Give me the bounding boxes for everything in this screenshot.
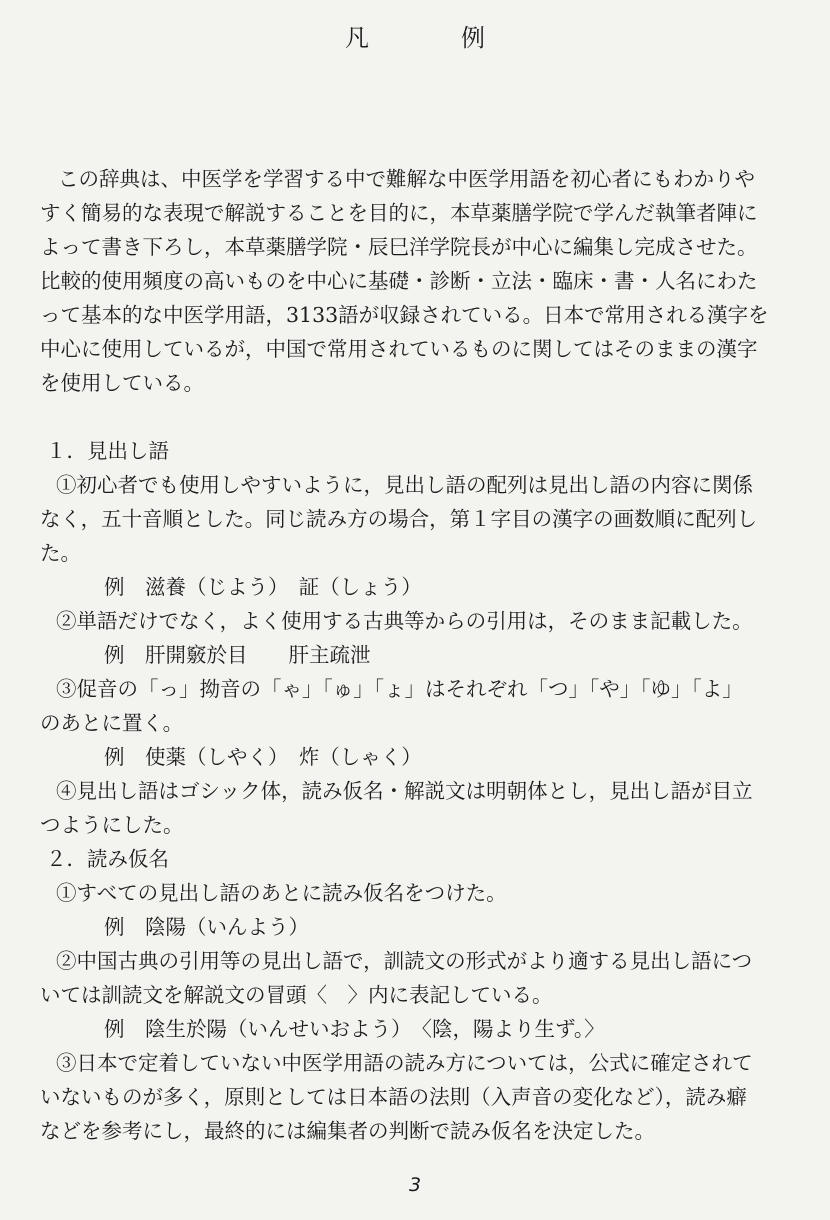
section-line: ④見出し語はゴシック体，読み仮名・解説文は明朝体とし，見出し語が目立	[56, 779, 753, 803]
section-line: いないものが多く，原則としては日本語の法則（入声音の変化など），読み癖	[40, 1085, 747, 1109]
intro-line: 比較的使用頻度の高いものを中心に基礎・診断・立法・臨床・書・人名にわた	[40, 269, 758, 293]
section-line: つようにした。	[40, 813, 184, 837]
section-line: た。	[40, 541, 81, 565]
section-line: ①初心者でも使用しやすいように，見出し語の配列は見出し語の内容に関係	[56, 473, 753, 497]
section-line: などを参考にし，最終的には編集者の判断で読み仮名を決定した。	[40, 1119, 655, 1143]
section-line: いては訓読文を解説文の冒頭〈 〉内に表記している。	[40, 983, 553, 1007]
section-line: ①すべての見出し語のあとに読み仮名をつけた。	[56, 881, 507, 905]
example-line: 例 肝開竅於目 肝主疏泄	[104, 643, 371, 667]
example-line: 例 陰生於陽（いんせいおよう） 〈陰，陽より生ず。〉	[104, 1017, 605, 1041]
section-line: ③促音の「っ」拗音の「ゃ」「ゅ」「ょ」はそれぞれ「つ」「や」「ゆ」「よ」	[56, 677, 743, 701]
section-line: ③日本で定着していない中医学用語の読み方については，公式に確定されて	[56, 1051, 753, 1075]
page-title: 凡 例	[345, 24, 519, 52]
section-line: のあとに置く。	[40, 711, 184, 735]
section-heading: ２．読み仮名	[46, 847, 169, 871]
section-line: ②単語だけでなく，よく使用する古典等からの引用は，そのまま記載した。	[56, 609, 753, 633]
example-line: 例 陰陽（いんよう）	[104, 915, 309, 939]
page-number: 3	[408, 1174, 422, 1196]
intro-line: すく簡易的な表現で解説することを目的に，本草薬膳学院で学んだ執筆者陣に	[40, 201, 758, 225]
intro-line: を使用している。	[40, 371, 204, 395]
section-line: なく，五十音順とした。同じ読み方の場合，第１字目の漢字の画数順に配列し	[40, 507, 758, 531]
example-line: 例 滋養（じよう） 証（しょう）	[104, 575, 422, 599]
section-line: ②中国古典の引用等の見出し語で，訓読文の形式がより適する見出し語につ	[56, 949, 753, 973]
intro-line: この辞典は、中医学を学習する中で難解な中医学用語を初心者にもわかりや	[58, 167, 755, 191]
intro-line: よって書き下ろし，本草薬膳学院・辰巳洋学院長が中心に編集し完成させた。	[40, 235, 758, 259]
section-heading: １．見出し語	[46, 439, 169, 463]
example-line: 例 使薬（しやく） 炸（しゃく）	[104, 745, 422, 769]
intro-line: って基本的な中医学用語，3133語が収録されている。日本で常用される漢字を	[40, 303, 769, 327]
intro-line: 中心に使用しているが，中国で常用されているものに関してはそのままの漢字	[40, 337, 758, 361]
